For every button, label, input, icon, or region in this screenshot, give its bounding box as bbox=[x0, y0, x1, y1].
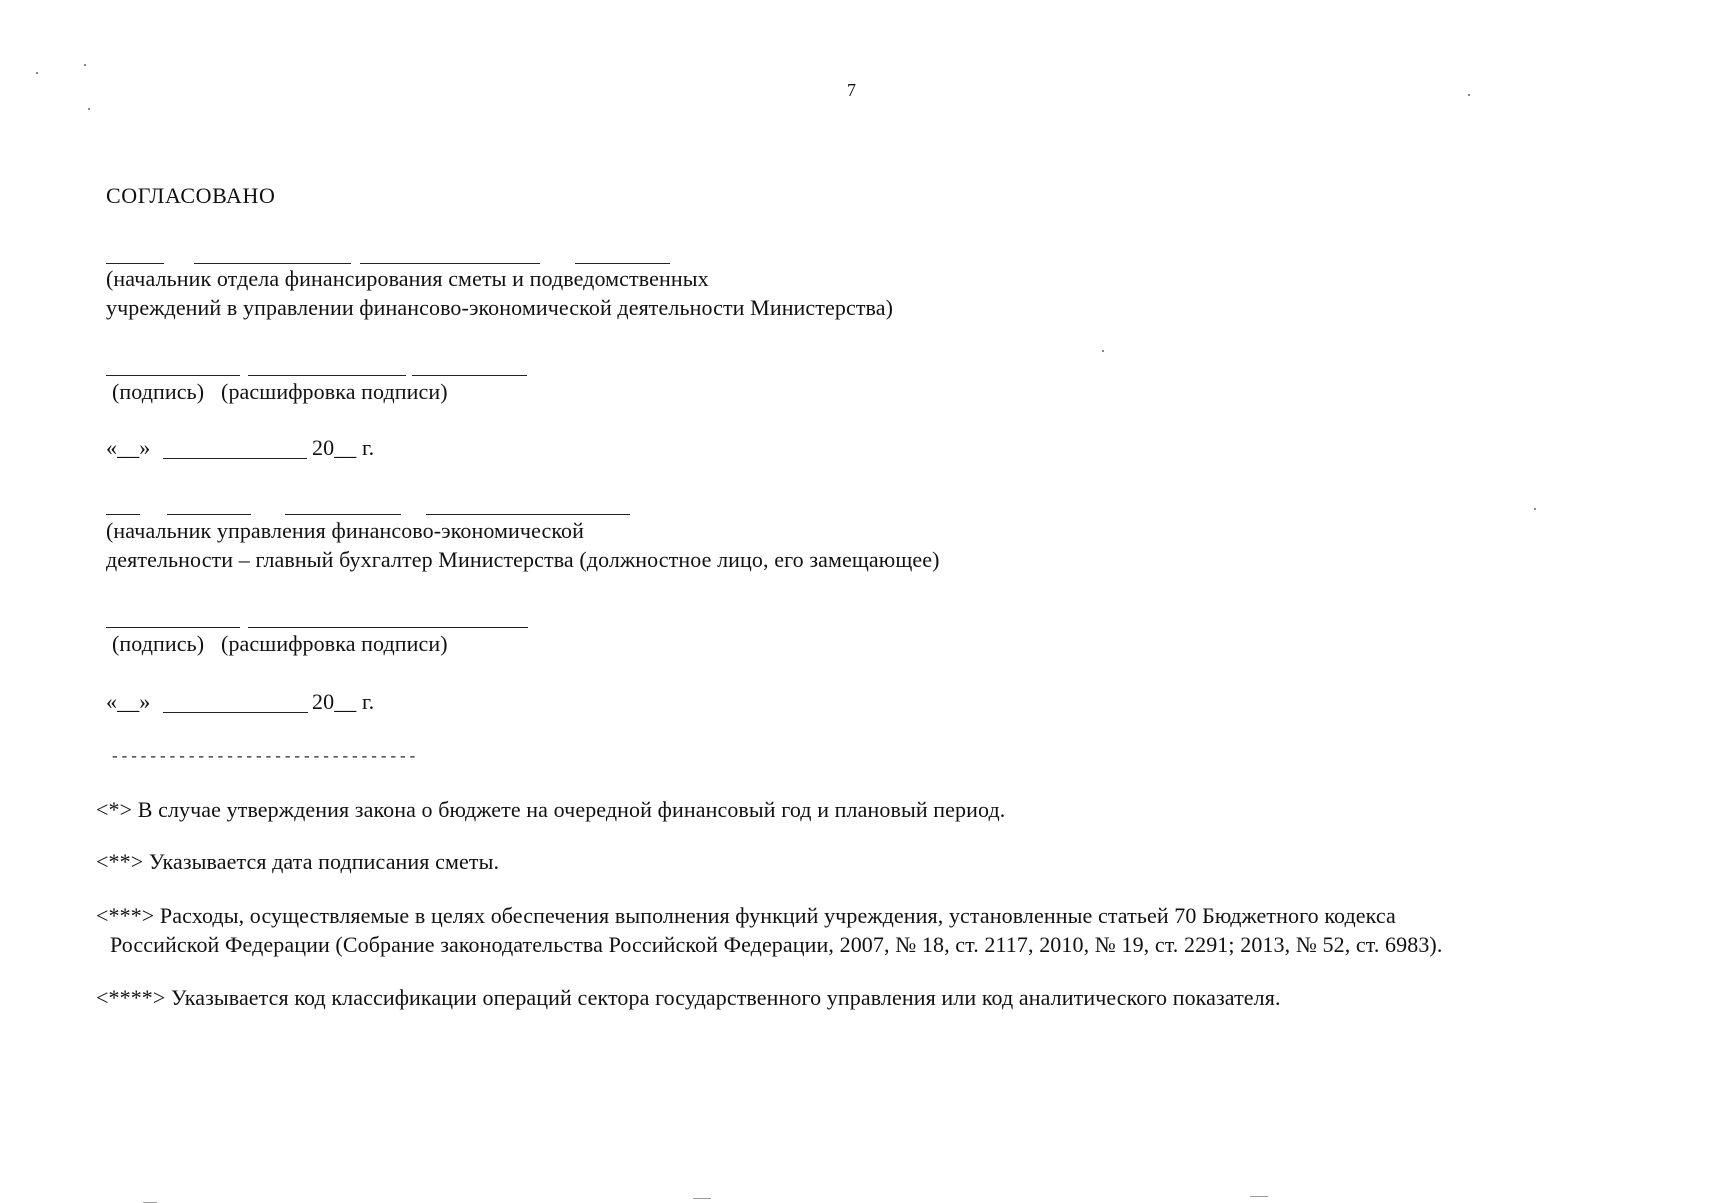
date-month-line bbox=[163, 712, 308, 713]
signature-name-line bbox=[248, 627, 528, 628]
footnote-3-line2: Российской Федерации (Собрание законодательства Российской Федерации, 2007, № 18, ст. 2117, 2010, № 19, ст. 2291; 2013, № 52, ст. 6983). bbox=[110, 932, 1443, 957]
date-year: 20__ г. bbox=[312, 689, 375, 714]
signature-line bbox=[106, 627, 240, 628]
signature-caption: (подпись) (расшифровка подписи) bbox=[112, 379, 448, 404]
footnote-2: <**> Указывается дата подписания сметы. bbox=[96, 849, 500, 874]
blank-line bbox=[194, 263, 351, 264]
scan-mark bbox=[1250, 1196, 1268, 1197]
position-caption-line1: (начальник управления финансово-экономической bbox=[106, 518, 585, 543]
signature-extra-line bbox=[412, 375, 527, 376]
scan-speck bbox=[1468, 94, 1470, 96]
footnote-3-line1: <***> Расходы, осуществляемые в целях обеспечения выполнения функций учреждения, установленные статьей 70 Бюджетного кодекса bbox=[96, 903, 1396, 928]
position-caption-line2: учреждений в управлении финансово-экономической деятельности Министерства) bbox=[106, 295, 894, 320]
signature-caption: (подпись) (расшифровка подписи) bbox=[112, 631, 448, 656]
scan-speck bbox=[36, 72, 38, 74]
approval-heading: СОГЛАСОВАНО bbox=[106, 183, 276, 208]
footnote-1: <*> В случае утверждения закона о бюджете на очередной финансовый год и плановый период. bbox=[96, 797, 1006, 822]
footnote-4: <****> Указывается код классификации операций сектора государственного управления или код аналитического показателя. bbox=[96, 985, 1281, 1010]
blank-line bbox=[360, 263, 540, 264]
signature-line bbox=[106, 375, 240, 376]
blank-line bbox=[426, 514, 630, 515]
scan-speck bbox=[84, 64, 86, 66]
scan-mark bbox=[693, 1198, 711, 1199]
page-number: 7 bbox=[847, 80, 857, 100]
date-day: «__» bbox=[106, 689, 151, 714]
footnote-separator: -------------------------------- bbox=[110, 748, 418, 766]
blank-line bbox=[285, 514, 401, 515]
position-caption-line2: деятельности – главный бухгалтер Министерства (должностное лицо, его замещающее) bbox=[106, 547, 940, 572]
blank-line bbox=[575, 263, 670, 264]
scan-speck bbox=[1102, 350, 1104, 352]
date-day: «__» bbox=[106, 435, 151, 460]
blank-line bbox=[106, 514, 140, 515]
date-year: 20__ г. bbox=[312, 435, 375, 460]
blank-line bbox=[106, 263, 164, 264]
signature-name-line bbox=[248, 375, 406, 376]
scan-speck bbox=[1534, 508, 1536, 510]
position-caption-line1: (начальник отдела финансирования сметы и подведомственных bbox=[106, 266, 709, 291]
blank-line bbox=[167, 514, 251, 515]
scan-speck bbox=[88, 108, 90, 110]
date-month-line bbox=[163, 458, 307, 459]
